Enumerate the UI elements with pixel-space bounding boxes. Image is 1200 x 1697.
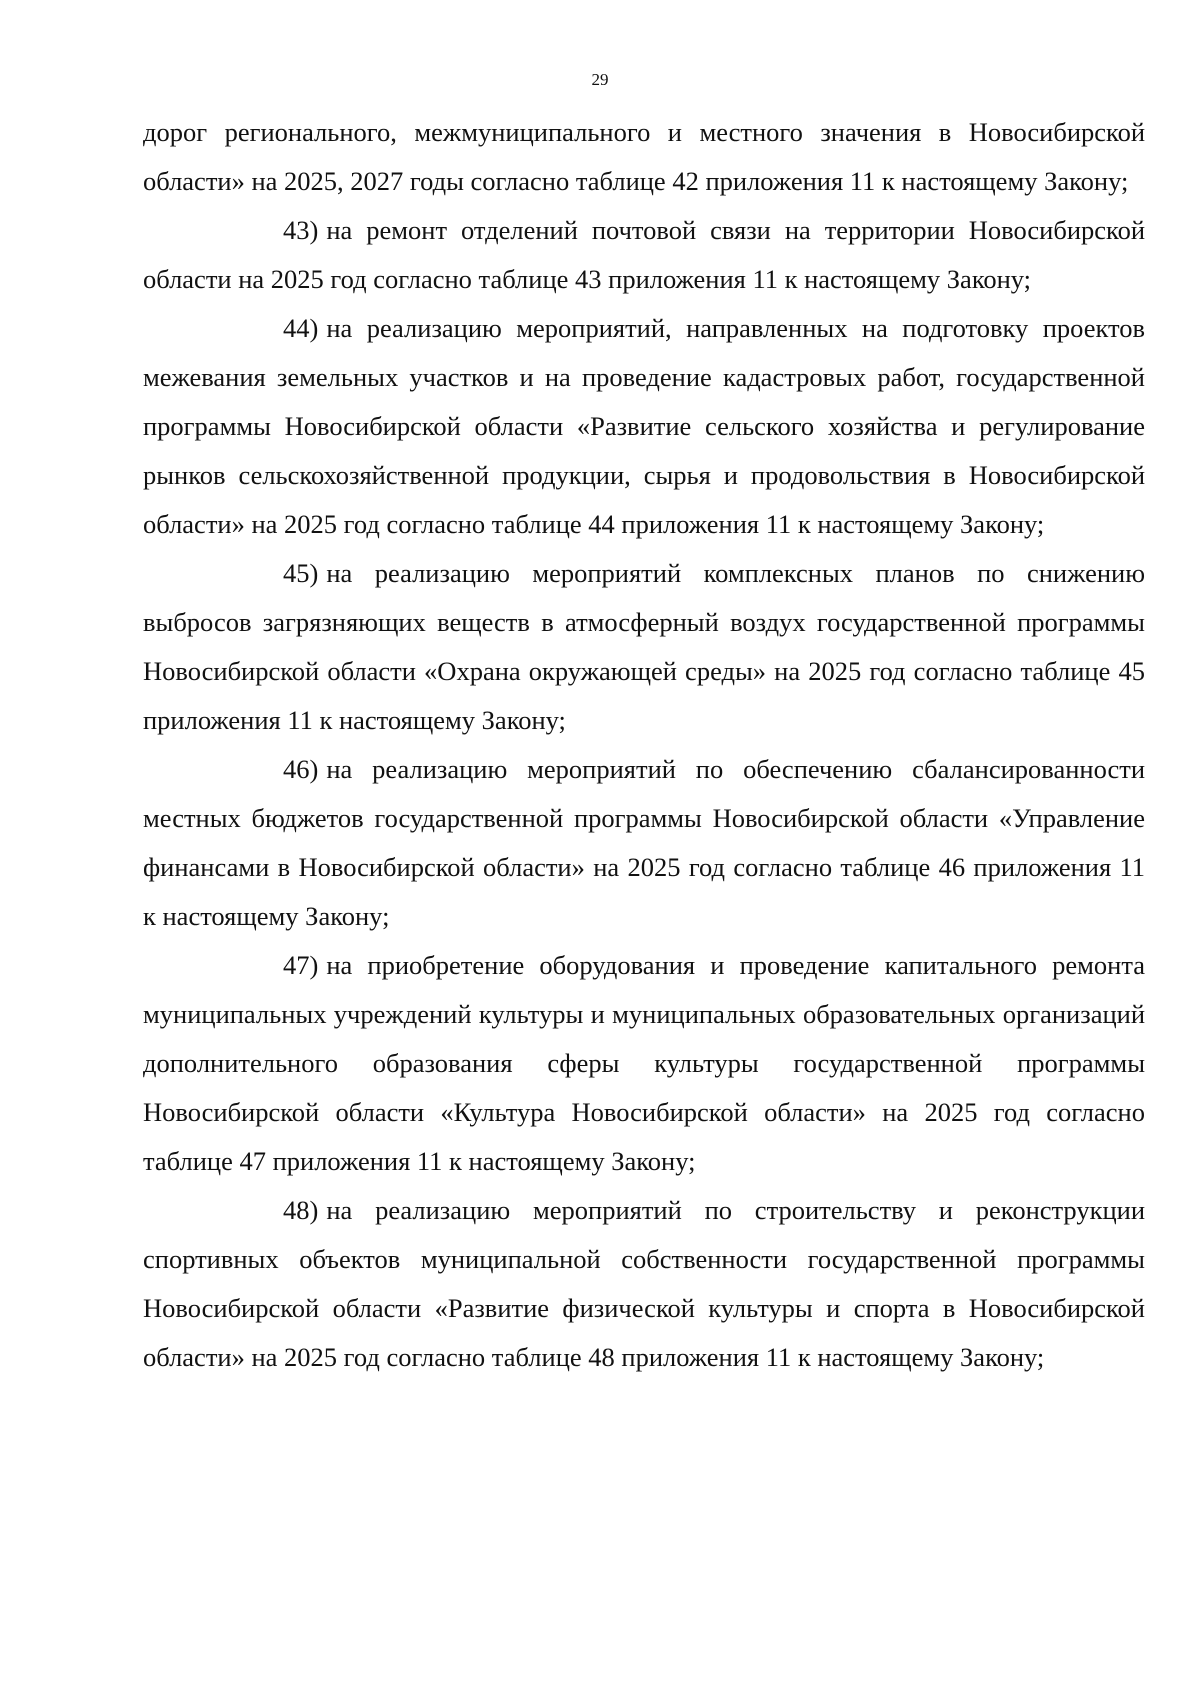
item-number: 47) <box>283 950 319 980</box>
item-number: 43) <box>283 215 319 245</box>
paragraph-continuation <box>143 108 1145 206</box>
paragraph-item-45 <box>143 549 1145 745</box>
paragraph-item-48 <box>143 1186 1145 1382</box>
paragraph-text: на реализацию мероприятий по обеспечению сбалансированности местных бюджетов государственной программы Новосибирской области «Управление финансами в Новосибирской области» на 2025 год согласно таблице 46 приложения 11 к настоящему Закону; <box>143 754 1145 931</box>
paragraph-item-46 <box>143 745 1145 941</box>
paragraph-text: на реализацию мероприятий комплексных планов по снижению выбросов загрязняющих веществ в атмосферный воздух государственной программы Новосибирской области «Охрана окружающей среды» на 2025 год согласно таблице 45 приложения 11 к настоящему Закону; <box>143 558 1145 735</box>
paragraph-text: дорог регионального, межмуниципального и местного значения в Новосибирской области» на 2025, 2027 годы согласно таблице 42 приложения 11 к настоящему Закону; <box>143 117 1145 196</box>
item-number: 45) <box>283 558 319 588</box>
paragraph-text: на реализацию мероприятий по строительству и реконструкции спортивных объектов муниципальной собственности государственной программы Новосибирской области «Развитие физической культуры и спорта в Новосибирской области» на 2025 год согласно таблице 48 приложения 11 к настоящему Закону; <box>143 1195 1145 1372</box>
document-body <box>143 108 1145 1382</box>
paragraph-item-43 <box>143 206 1145 304</box>
item-number: 48) <box>283 1195 319 1225</box>
paragraph-text: на ремонт отделений почтовой связи на территории Новосибирской области на 2025 год согласно таблице 43 приложения 11 к настоящему Закону; <box>143 215 1145 294</box>
page-number: 29 <box>591 70 609 89</box>
paragraph-item-44 <box>143 304 1145 549</box>
item-number: 46) <box>283 754 319 784</box>
paragraph-text: на приобретение оборудования и проведение капитального ремонта муниципальных учреждений культуры и муниципальных образовательных организаций дополнительного образования сферы культуры государственной программы Новосибирской области «Культура Новосибирской области» на 2025 год согласно таблице 47 приложения 11 к настоящему Закону; <box>143 950 1145 1176</box>
paragraph-item-47 <box>143 941 1145 1186</box>
paragraph-text: на реализацию мероприятий, направленных на подготовку проектов межевания земельных участков и на проведение кадастровых работ, государственной программы Новосибирской области «Развитие сельского хозяйства и регулирование рынков сельскохозяйственной продукции, сырья и продовольствия в Новосибирской области» на 2025 год согласно таблице 44 приложения 11 к настоящему Закону; <box>143 313 1145 539</box>
item-number: 44) <box>283 313 319 343</box>
